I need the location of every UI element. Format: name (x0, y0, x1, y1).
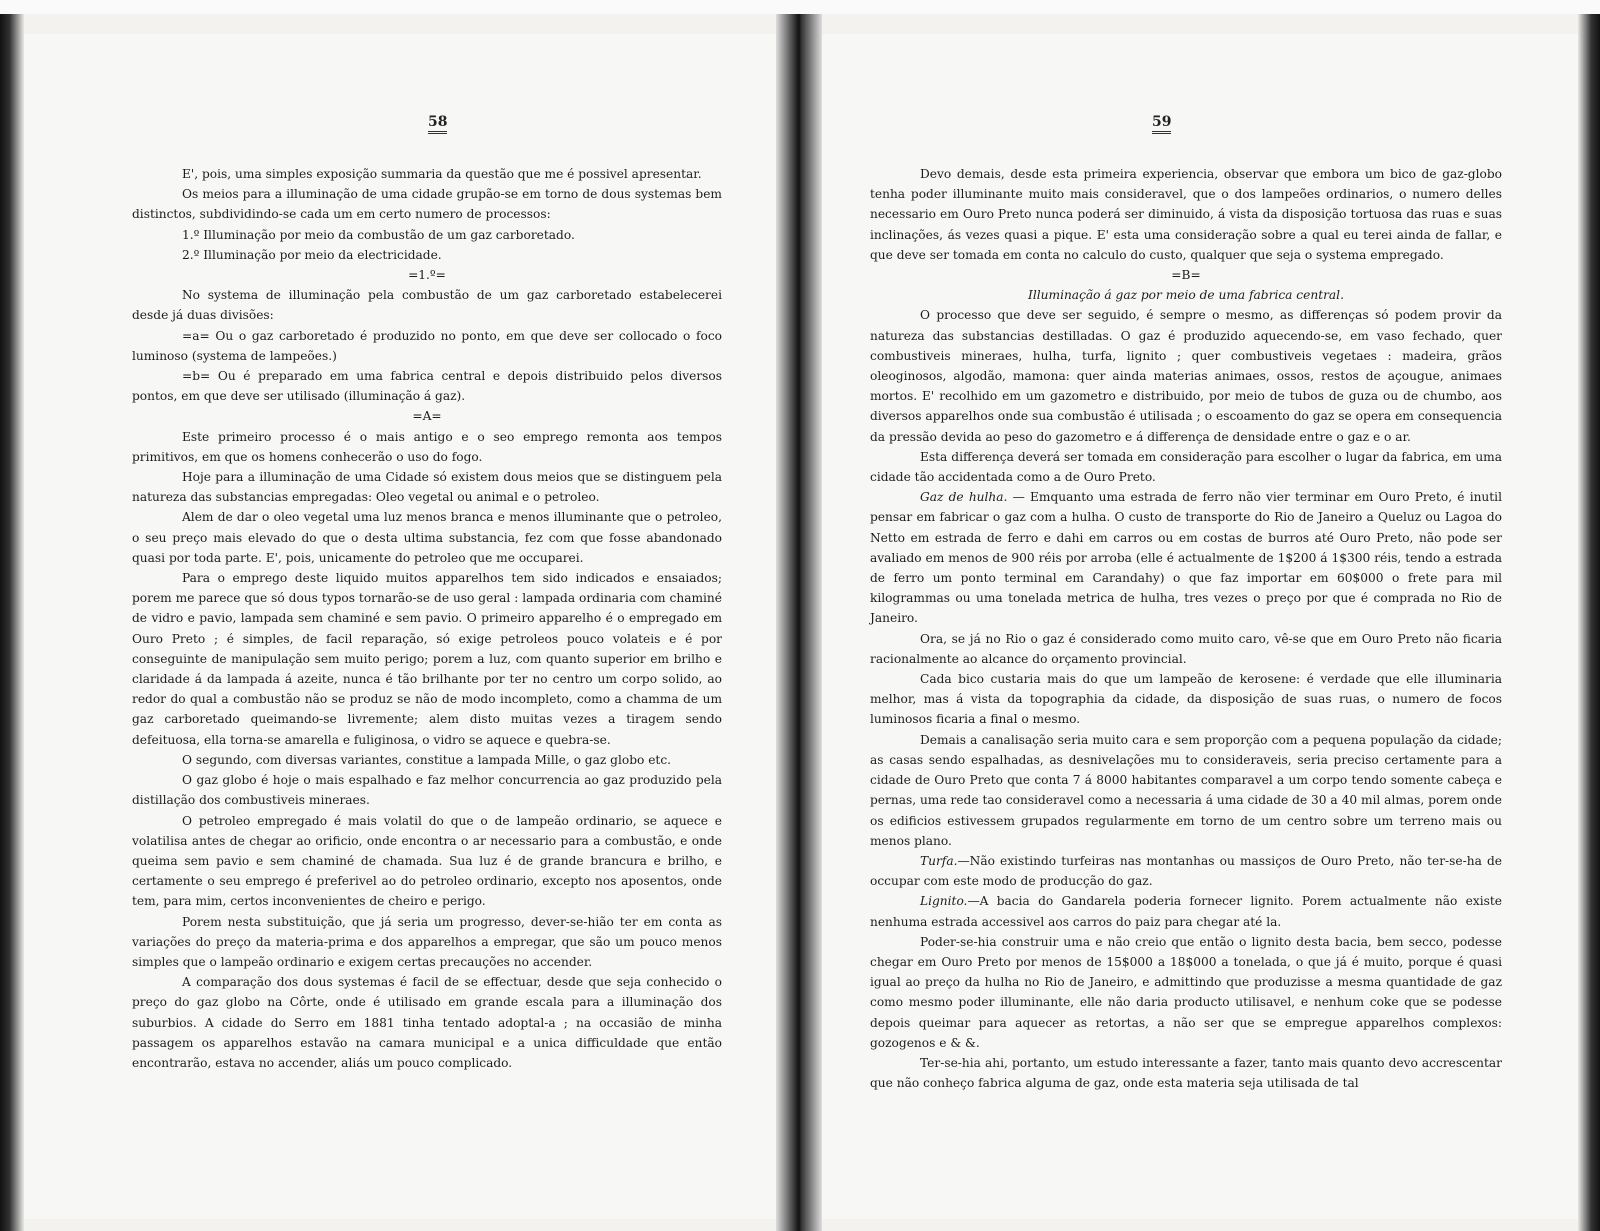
scan-left-edge (0, 14, 24, 1231)
paragraph (870, 285, 1502, 305)
paragraph (870, 669, 1502, 730)
paragraph (132, 265, 722, 285)
paragraph (870, 487, 1502, 628)
paragraph-text: Demais a canalisação seria muito cara e sem proporção com a pequena população da cidade; as casas sendo espalhadas, as desnivelações mu to consideraveis, seria preciso certamente para a cidade de Ouro Preto que conta 7 á 8000 habitantes comparavel a um corpo tendo somente cabeça e pernas, uma rede tao consideravel como a necessaria á uma cidade de 30 a 40 mil almas, porem onde os edificios estivessem grupados regularmente em torno de um centro sobre um terreno mais ou menos plano. (870, 732, 1502, 848)
paragraph (132, 750, 722, 770)
page-body (132, 164, 722, 1073)
paragraph-text: =A= (412, 409, 442, 424)
left-page (24, 34, 776, 1219)
paragraph-text: Cada bico custaria mais do que um lampeão de kerosene: é verdade que elle illuminaria melhor, mas á vista da topographia da cidade, da disposição de suas ruas, o numero de focos luminosos ficaria a final o mesmo. (870, 672, 1502, 727)
paragraph (132, 568, 722, 750)
right-page (822, 34, 1578, 1219)
paragraph-text: Para o emprego deste liquido muitos apparelhos tem sido indicados e ensaiados; porem me parece que só dous typos tornarão-se de uso geral : lampada ordinaria com chaminé de vidro e pavio, lampada sem chaminé e sem pavio. O primeiro apparelho é o empregado em Ouro Preto ; é simples, de facil reparação, só exige petroleos pouco volateis e é por conseguinte de manipulação sem muito perigo; porem a luz, com quanto superior em brilho e claridade á da lampada á azeite, nunca é tão brilhante por ter no centro um corpo solido, ao redor do qual a combustão não se produz se não de modo incompleto, como a chamma de um gaz carboretado queimando-se livremente; alem disto muitas vezes a tiragem sendo defeituosa, ella torna-se amarella e fuliginosa, o vidro se aquece e quebra-se. (132, 571, 722, 747)
paragraph (132, 912, 722, 973)
paragraph (132, 245, 722, 265)
paragraph-text: 1.º Illuminação por meio da combustão de um gaz carboretado. (182, 227, 575, 242)
paragraph (132, 225, 722, 245)
paragraph-text: Ora, se já no Rio o gaz é considerado como muito caro, vê-se que em Ouro Preto não ficaria racionalmente ao alcance do orçamento provincial. (870, 631, 1502, 666)
paragraph-text: Ter-se-hia ahi, portanto, um estudo interessante a fazer, tanto mais quanto devo accrescentar que não conheço fabrica alguma de gaz, onde esta materia seja utilisada de tal (870, 1055, 1502, 1091)
paragraph-text: — Emquanto uma estrada de ferro não vier terminar em Ouro Preto, é inutil pensar em fabricar o gaz com a hulha. O custo de transporte do Rio de Janeiro a Queluz ou Lagoa do Netto em estrada de ferro e dahi em carros ou em costas de burros até Ouro Preto, não pode ser avaliado em menos de 900 réis por arroba (elle é actualmente de 1$200 á 1$300 réis, tendo a estrada de ferro um ponto terminal em Carandahy) o que faz importar em 60$000 o frete para mil kilogrammas ou uma tonelada metrica de hulha, tres vezes o preço por que é comprada no Rio de Janeiro. (870, 490, 1502, 626)
paragraph (870, 730, 1502, 851)
paragraph (132, 326, 722, 366)
paragraph-text: A comparação dos dous systemas é facil de se effectuar, desde que seja conhecido o preço do gaz globo na Côrte, onde é utilisado em grande escala para a illuminação dos suburbios. A cidade do Serro em 1881 tinha tentado adoptal-a ; na occasião de minha passagem os apparelhos estavão na camara municipal e a unica difficuldade que então encontrarão, estava no accender, aliás um pouco complicado. (132, 975, 722, 1070)
paragraph (132, 507, 722, 568)
paragraph-text: 2.º Illuminação por meio da electricidade. (182, 247, 442, 262)
paragraph (132, 972, 722, 1073)
paragraph-lead: Lignito. (920, 894, 968, 909)
paragraph (132, 406, 722, 426)
paragraph-text: O processo que deve ser seguido, é sempre o mesmo, as differenças só podem provir da natureza das substancias destilladas. O gaz é produzido aquecendo-se, em vaso fechado, quer combustiveis mineraes, hulha, turfa, lignito ; quer combustiveis vegetaes : madeira, grãos oleoginosos, algodão, mamona: quer ainda materias animaes, ossos, restos de açougue, animaes mortos. E' recolhido em um gazometro e distribuido, por meio de tubos de guza ou de chumbo, aos diversos apparelhos onde sua combustão é utilisada ; o escoamento do gaz se opera em consequencia da pressão devida ao peso do gazometro e á differença de densidade entre o gaz e o ar. (870, 308, 1502, 444)
paragraph (132, 770, 722, 810)
paragraph (870, 447, 1502, 487)
paragraph-text: O gaz globo é hoje o mais espalhado e faz melhor concurrencia ao gaz produzido pela distillação dos combustiveis mineraes. (132, 773, 722, 808)
paragraph-text: —A bacia do Gandarela poderia fornecer lignito. Porem actualmente não existe nenhuma estrada accessivel aos carros do paiz para chegar até la. (870, 894, 1502, 929)
paragraph-text: O petroleo empregado é mais volatil do que o de lampeão ordinario, se aquece e volatilisa antes de chegar ao orificio, onde encontra o ar necessario para a combustão, e onde queima sem pavio e sem chaminé de chamada. Sua luz é de grande brancura e brilho, e certamente o seu emprego é preferivel ao do petroleo ordinario, excepto nos aposentos, onde tem, para mim, certos inconvenientes de cheiro e perigo. (132, 813, 722, 909)
paragraph-text: =1.º= (408, 268, 446, 283)
paragraph (132, 427, 722, 467)
page-number: 58 (428, 114, 447, 134)
book-gutter (776, 14, 822, 1231)
paragraph (132, 467, 722, 507)
paragraph-text: E', pois, uma simples exposição summaria da questão que me é possivel apresentar. (182, 167, 702, 181)
paragraph-text: No systema de illuminação pela combustão de um gaz carboretado estabelecerei desde já duas divisões: (132, 288, 722, 323)
paragraph (132, 811, 722, 912)
paragraph-text: Porem nesta substituição, que já seria um progresso, dever-se-hião ter em conta as variações do preço da materia-prima e dos apparelhos a empregar, que são um pouco menos simples que o lampeão ordinario e exigem certas precauções no accender. (132, 914, 722, 969)
paragraph (132, 366, 722, 406)
scan-right-edge (1578, 14, 1600, 1231)
paragraph-lead: Gaz de hulha. (920, 490, 1008, 505)
paragraph-lead: Turfa. (920, 853, 958, 868)
paragraph-text: =b= Ou é preparado em uma fabrica central e depois distribuido pelos diversos pontos, em que deve ser utilisado (illuminação á gaz). (132, 369, 722, 404)
paragraph-text: =a= Ou o gaz carboretado é produzido no ponto, em que deve ser collocado o foco luminoso (systema de lampeões.) (132, 328, 722, 363)
page-body (870, 164, 1502, 1093)
page-number: 59 (1152, 114, 1171, 134)
paragraph-text: Este primeiro processo é o mais antigo e o seo emprego remonta aos tempos primitivos, em que os homens conhecerão o uso do fogo. (132, 429, 722, 464)
paragraph-text: Poder-se-hia construir uma e não creio que então o lignito desta bacia, bem secco, podesse chegar em Ouro Preto por menos de 15$000 a 18$000 a tonelada, o que já é muito, porque é quasi igual ao preço da hulha no Rio de Janeiro, e admittindo que produzisse a mesma quantidade de gaz como mesmo poder illuminante, elle não daria producto utilisavel, e nenhum coke que se podesse depois queimar para aquecer as retortas, a não ser que se empregue apparelhos complexos: gozogenos e & &. (870, 934, 1502, 1050)
paragraph (870, 891, 1502, 931)
scan-top-edge (0, 0, 1600, 14)
paragraph (870, 265, 1502, 285)
paragraph (132, 164, 722, 184)
paragraph-text: Alem de dar o oleo vegetal uma luz menos branca e menos illuminante que o petroleo, o seu preço mais elevado do que o desta ultima substancia, fez com que fosse abandonado quasi por toda parte. E', pois, unicamente do petroleo que me occuparei. (132, 510, 722, 565)
paragraph (870, 851, 1502, 891)
paragraph (870, 629, 1502, 669)
paragraph-text: Illuminação á gaz por meio de uma fabrica central. (1028, 288, 1344, 303)
paragraph-text: Esta differença deverá ser tomada em consideração para escolher o lugar da fabrica, em uma cidade tão accidentada como a de Ouro Preto. (870, 449, 1502, 485)
paragraph (132, 285, 722, 325)
paragraph-text: O segundo, com diversas variantes, constitue a lampada Mille, o gaz globo etc. (182, 752, 672, 767)
paragraph-text: —Não existindo turfeiras nas montanhas ou massiços de Ouro Preto, não ter-se-ha de occupar com este modo de producção do gaz. (870, 853, 1502, 889)
paragraph-text: Hoje para a illuminação de uma Cidade só existem dous meios que se distinguem pela natureza das substancias empregadas: Oleo vegetal ou animal e o petroleo. (132, 470, 722, 505)
paragraph-text: Devo demais, desde esta primeira experiencia, observar que embora um bico de gaz-globo tenha poder illuminante muito mais consideravel, que o dos lampeões ordinarios, o numero delles necessario em Ouro Preto nunca poderá ser diminuido, á vista da disposição tortuosa das ruas e suas inclinações, ás vezes quasi a pique. E' esta uma consideração sobre a qual eu terei ainda de fallar, e que deve ser tomada em conta no calculo do custo, qualquer que seja o systema empregado. (870, 167, 1502, 262)
paragraph (870, 932, 1502, 1053)
paragraph (870, 305, 1502, 446)
paragraph (132, 184, 722, 224)
paragraph (870, 164, 1502, 265)
paragraph (870, 1053, 1502, 1093)
paragraph-text: Os meios para a illuminação de uma cidade grupão-se em torno de dous systemas bem distinctos, subdividindo-se cada um em certo numero de processos: (132, 187, 722, 222)
paragraph-text: =B= (1171, 268, 1201, 283)
